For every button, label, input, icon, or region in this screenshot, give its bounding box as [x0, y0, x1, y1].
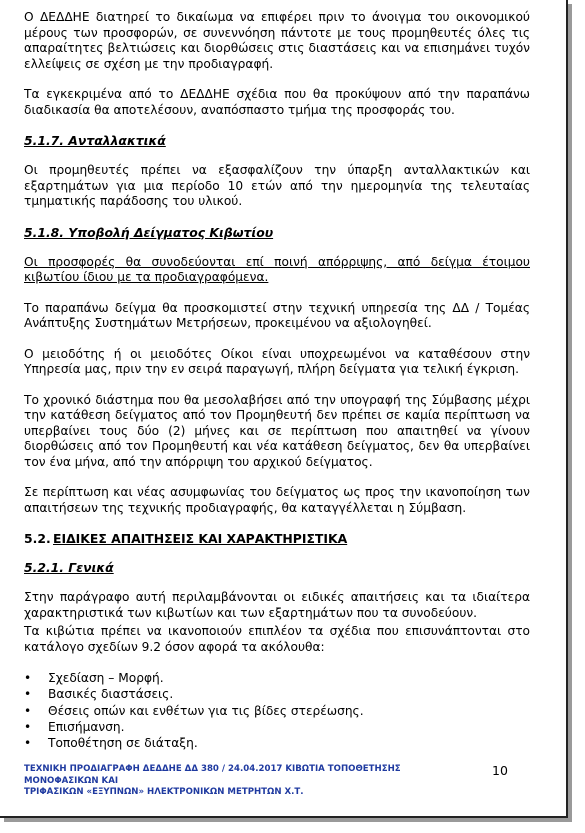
section-heading-5-2: [24, 531, 530, 547]
list-item: • Επισήμανση.: [24, 719, 530, 735]
list-item: • Θέσεις οπών και ενθέτων για τις βίδες στερέωσης.: [24, 703, 530, 719]
section-heading-5-2-1: 5.2.1. Γενικά: [24, 560, 114, 575]
list-item: • Σχεδίαση – Μορφή.: [24, 670, 530, 686]
paragraph: Στην παράγραφο αυτή περιλαμβάνονται οι ειδικές απαιτήσεις και τα ιδιαίτερα χαρακτηριστικά των κιβωτίων και των εξαρτημάτων που τα συνοδεύουν.: [24, 590, 530, 620]
footer-line: ΤΕΧΝΙΚΗ ΠΡΟΔΙΑΓΡΑΦΗ ΔΕΔΔΗΕ ΔΔ 380 / 24.04.2017 ΚΙΒΩΤΙΑ ΤΟΠΟΘΕΤΗΣΗΣ ΜΟΝΟΦΑΣΙΚΩΝ ΚΑΙ: [24, 764, 401, 786]
page-content: [24, 10, 530, 751]
section-heading-5-1-8: 5.1.8. Υποβολή Δείγματος Κιβωτίου: [24, 224, 274, 240]
page-number: 10: [492, 763, 508, 778]
paragraph: Το παραπάνω δείγμα θα προσκομιστεί στην τεχνική υπηρεσία της ΔΔ / Τομέας Ανάπτυξης Συστημάτων Μετρήσεων, προκειμένου να αξιολογηθεί.: [24, 300, 530, 330]
paragraph-underlined: Οι προσφορές θα συνοδεύονται επί ποινή απόρριψης, από δείγμα έτοιμου κιβωτίου ίδιου με τα προδιαγραφόμενα.: [24, 254, 530, 284]
paragraph: Τα εγκεκριμένα από το ΔΕΔΔΗΕ σχέδια που θα προκύψουν από την παραπάνω διαδικασία θα αποτελέσουν, αναπόσπαστο τμήμα της προσφοράς του.: [24, 87, 530, 117]
footer-line: ΤΡΙΦΑΣΙΚΩΝ «ΕΞΥΠΝΩΝ» ΗΛΕΚΤΡΟΝΙΚΩΝ ΜΕΤΡΗΤΩΝ Χ.Τ.: [24, 787, 304, 797]
list-item: • Τοποθέτηση σε διάταξη.: [24, 735, 530, 751]
paragraph: Το χρονικό διάστημα που θα μεσολαβήσει από την υπογραφή της Σύμβασης μέχρι την κατάθεση δείγματος από τον Προμηθευτή δεν πρέπει σε καμία περίπτωση να υπερβαίνει τους δύο (2) μήνες και σε περίπτωση που απαιτηθεί να γίνουν διορθώσεις από τον Προμηθευτή και νέα κατάθεση δείγματος, δεν θα υπερβαίνει τον ένα μήνα, από την απόρριψη του αρχικού δείγματος.: [24, 392, 530, 469]
paragraph: Οι προμηθευτές πρέπει να εξασφαλίζουν την ύπαρξη ανταλλακτικών και εξαρτημάτων για μια περίοδο 10 ετών από την ημερομηνία της τελευταίας τμηματικής παράδοσης του υλικού.: [24, 163, 530, 208]
section-title: ΕΙΔΙΚΕΣ ΑΠΑΙΤΗΣΕΙΣ ΚΑΙ ΧΑΡΑΚΤΗΡΙΣΤΙΚΑ: [53, 531, 348, 546]
paragraph: Ο μειοδότης ή οι μειοδότες Οίκοι είναι υποχρεωμένοι να καταθέσουν στην Υπηρεσία μας, πριν την εν σειρά παραγωγή, πλήρη δείγματα για τελική έγκριση.: [24, 346, 530, 376]
bullet-list: [24, 670, 530, 751]
section-number: 5.2.: [24, 531, 51, 546]
paragraph: Σε περίπτωση και νέας ασυμφωνίας του δείγματος ως προς την ικανοποίηση των απαιτήσεων της τεχνικής προδιαγραφής, θα καταγγέλλεται η Σύμβαση.: [24, 485, 530, 515]
section-heading-5-1-7: 5.1.7. Ανταλλακτικά: [24, 133, 166, 148]
paragraph: Ο ΔΕΔΔΗΕ διατηρεί το δικαίωμα να επιφέρει πριν το άνοιγμα του οικονομικού μέρους των προσφορών, σε συνεννόηση πάντοτε με τους προμηθευτές όλες τις απαραίτητες βελτιώσεις και διορθώσεις στις διαστάσεις και να επισημάνει τυχόν ελλείψεις σε σχέση με την προδιαγραφή.: [24, 10, 530, 71]
paragraph: Τα κιβώτια πρέπει να ικανοποιούν επιπλέον τα σχέδια που επισυνάπτονται στο κατάλογο σχεδίων 9.2 όσον αφορά τα ακόλουθα:: [24, 624, 530, 654]
list-item: • Βασικές διαστάσεις.: [24, 686, 530, 702]
page-footer: [24, 764, 464, 799]
